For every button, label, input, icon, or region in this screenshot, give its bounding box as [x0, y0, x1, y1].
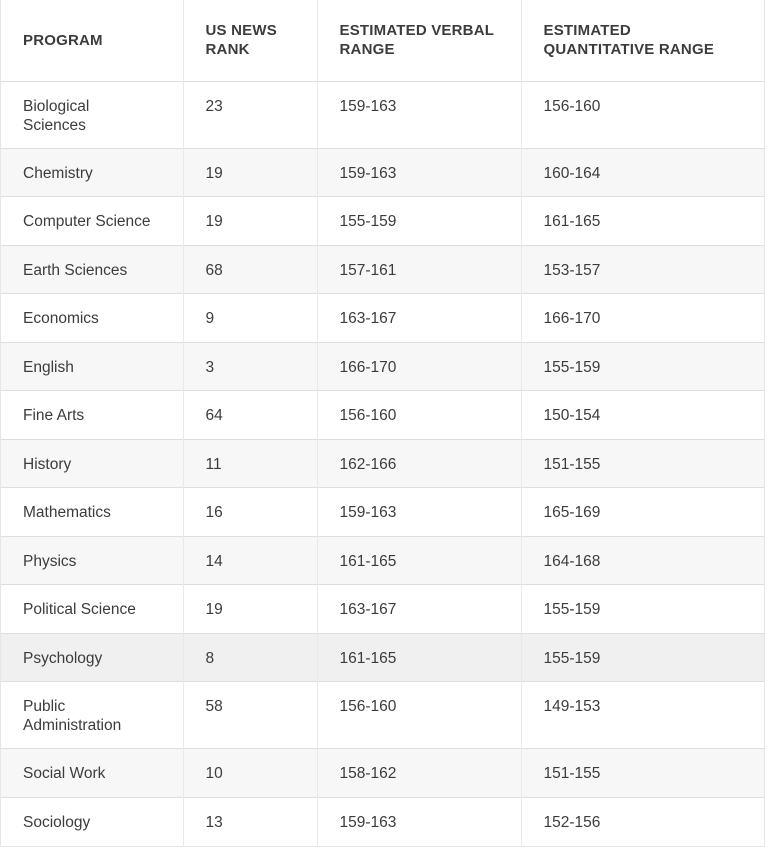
program-name-line: Economics — [23, 310, 99, 327]
cell-rank: 16 — [183, 488, 317, 537]
cell-verbal-range: 161-165 — [317, 633, 521, 682]
table-row — [1, 682, 764, 749]
cell-quantitative-range: 156-160 — [521, 81, 764, 148]
header-program-line-1: PROGRAM — [23, 31, 103, 49]
header-row — [1, 0, 764, 81]
header-quant-line-2: QUANTITATIVE RANGE — [543, 41, 715, 59]
cell-verbal-range: 163-167 — [317, 294, 521, 343]
cell-quantitative-range: 160-164 — [521, 148, 764, 197]
table-row — [1, 749, 764, 798]
cell-verbal-range: 166-170 — [317, 342, 521, 391]
cell-rank: 23 — [183, 81, 317, 148]
cell-quantitative-range: 155-159 — [521, 342, 764, 391]
table-row — [1, 391, 764, 440]
cell-program — [1, 294, 183, 343]
cell-program — [1, 633, 183, 682]
program-name-line: Public — [23, 698, 66, 715]
cell-verbal-range: 159-163 — [317, 148, 521, 197]
table-row — [1, 245, 764, 294]
header-verbal-line-2: RANGE — [339, 41, 395, 59]
program-name-line: Computer Science — [23, 213, 151, 230]
table-row — [1, 342, 764, 391]
table-row — [1, 633, 764, 682]
cell-rank: 68 — [183, 245, 317, 294]
cell-program — [1, 391, 183, 440]
cell-rank: 64 — [183, 391, 317, 440]
cell-quantitative-range: 161-165 — [521, 197, 764, 246]
cell-verbal-range: 156-160 — [317, 682, 521, 749]
cell-quantitative-range: 151-155 — [521, 439, 764, 488]
cell-quantitative-range: 164-168 — [521, 536, 764, 585]
program-name-line: Sociology — [23, 813, 91, 831]
cell-verbal-range: 163-167 — [317, 585, 521, 634]
cell-quantitative-range: 155-159 — [521, 585, 764, 634]
table-body — [1, 81, 764, 846]
table-row — [1, 197, 764, 246]
cell-program — [1, 682, 183, 749]
cell-program — [1, 749, 183, 798]
cell-rank: 3 — [183, 342, 317, 391]
cell-quantitative-range: 165-169 — [521, 488, 764, 537]
header-rank-line-2: RANK — [205, 41, 250, 59]
cell-rank: 19 — [183, 148, 317, 197]
program-name-line: English — [23, 358, 74, 376]
header-us-news-rank — [183, 0, 317, 81]
cell-verbal-range: 162-166 — [317, 439, 521, 488]
program-name-line: Biological — [23, 97, 90, 115]
cell-quantitative-range: 151-155 — [521, 749, 764, 798]
cell-program — [1, 439, 183, 488]
gre-scores-table — [1, 0, 764, 846]
program-name-line: Administration — [23, 717, 122, 734]
program-name-line: Mathematics — [23, 504, 111, 521]
table-row — [1, 294, 764, 343]
table-row — [1, 585, 764, 634]
program-name-line: Social Work — [23, 765, 106, 782]
cell-program — [1, 81, 183, 148]
program-name-line: Chemistry — [23, 164, 93, 182]
table-row — [1, 439, 764, 488]
program-name-line: Physics — [23, 552, 77, 570]
table-row — [1, 797, 764, 846]
cell-rank: 19 — [183, 197, 317, 246]
cell-program — [1, 585, 183, 634]
cell-rank: 10 — [183, 749, 317, 798]
program-name-line: Fine Arts — [23, 407, 85, 424]
program-name-line: Political Science — [23, 601, 136, 618]
cell-rank: 9 — [183, 294, 317, 343]
cell-rank: 13 — [183, 797, 317, 846]
cell-program — [1, 197, 183, 246]
cell-verbal-range: 156-160 — [317, 391, 521, 440]
header-program — [1, 0, 183, 81]
cell-verbal-range: 161-165 — [317, 536, 521, 585]
cell-rank: 14 — [183, 536, 317, 585]
header-verbal-range — [317, 0, 521, 81]
program-name-line: Earth Sciences — [23, 261, 128, 279]
program-name-line: History — [23, 455, 72, 473]
cell-rank: 8 — [183, 633, 317, 682]
program-name-line: Psychology — [23, 649, 103, 667]
cell-program — [1, 342, 183, 391]
cell-quantitative-range: 150-154 — [521, 391, 764, 440]
cell-rank: 19 — [183, 585, 317, 634]
cell-verbal-range: 159-163 — [317, 797, 521, 846]
cell-rank: 58 — [183, 682, 317, 749]
table-row — [1, 81, 764, 148]
cell-quantitative-range: 166-170 — [521, 294, 764, 343]
cell-rank: 11 — [183, 439, 317, 488]
table-row — [1, 148, 764, 197]
header-rank-line-1: US NEWS — [205, 22, 277, 40]
table-header — [1, 0, 764, 81]
cell-quantitative-range: 155-159 — [521, 633, 764, 682]
program-name-line: Sciences — [23, 116, 86, 134]
cell-verbal-range: 159-163 — [317, 488, 521, 537]
header-quantitative-range — [521, 0, 764, 81]
table-row — [1, 536, 764, 585]
cell-program — [1, 488, 183, 537]
cell-program — [1, 245, 183, 294]
cell-verbal-range: 155-159 — [317, 197, 521, 246]
cell-program — [1, 148, 183, 197]
header-verbal-line-1: ESTIMATED VERBAL — [339, 22, 495, 40]
cell-quantitative-range: 152-156 — [521, 797, 764, 846]
cell-quantitative-range: 153-157 — [521, 245, 764, 294]
cell-quantitative-range: 149-153 — [521, 682, 764, 749]
cell-verbal-range: 158-162 — [317, 749, 521, 798]
table-row — [1, 488, 764, 537]
cell-verbal-range: 157-161 — [317, 245, 521, 294]
cell-program — [1, 536, 183, 585]
header-quant-line-1: ESTIMATED — [543, 22, 631, 40]
cell-program — [1, 797, 183, 846]
cell-verbal-range: 159-163 — [317, 81, 521, 148]
